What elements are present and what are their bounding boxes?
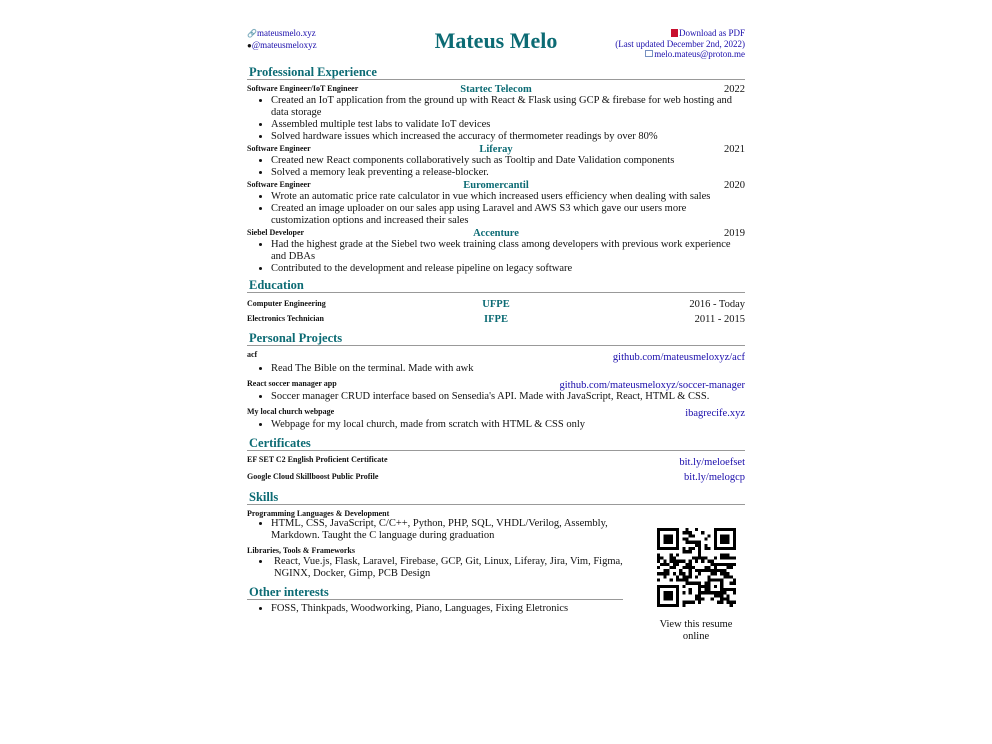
project-desc: • Soccer manager CRUD interface based on Sensedia's API. Made with JavaScript, React, HTML & CSS. [271, 391, 745, 403]
skill-group-name: Programming Languages & Development [247, 509, 390, 518]
job-year: 2022 [724, 84, 745, 95]
skill-group-text: • React, Vue.js, Flask, Laravel, Firebase, GCP, Git, Linux, Liferay, Jira, Vim, Figma, NGINX, Docker, Gimp, PCB Design [271, 556, 623, 580]
website-link[interactable]: mateusmelo.xyz [256, 28, 316, 38]
experience-list [247, 83, 745, 275]
education-heading: Education [247, 279, 745, 293]
github-icon: ● [247, 40, 252, 50]
job-org: Startec Telecom [460, 84, 532, 95]
qr-code-icon[interactable] [657, 528, 736, 607]
job-bullet: • Solved a memory leak preventing a release-blocker. [271, 167, 745, 179]
certificate-entry [247, 454, 745, 469]
projects-list [247, 349, 745, 431]
skills-area [247, 508, 745, 642]
job-role: Software Engineer/IoT Engineer [247, 84, 359, 93]
certificate-link[interactable]: bit.ly/melogcp [684, 472, 745, 483]
job-role: Siebel Developer [247, 228, 305, 237]
interests-heading: Other interests [247, 586, 623, 600]
skill-group-name: Libraries, Tools & Frameworks [247, 546, 355, 555]
job-bullet: • Wrote an automatic price rate calculator in vue which increased users efficiency when dealing with sales [271, 191, 745, 203]
project-name: acf [247, 350, 258, 359]
job-bullet: • Created an image uploader on our sales app using Laravel and AWS S3 which gave our users more customization options and increased their sales [271, 203, 745, 227]
contact-right [615, 28, 745, 60]
education-list [247, 296, 745, 326]
job-bullet: • Created an IoT application from the ground up with React & Flask using GCP & firebase for web hosting and data storage [271, 95, 745, 119]
project-link[interactable]: github.com/mateusmeloxyz/soccer-manager [559, 380, 745, 391]
education-school: UFPE [482, 299, 510, 310]
pdf-icon [671, 29, 678, 37]
qr-block [649, 528, 743, 643]
project-desc: • Webpage for my local church, made from scratch with HTML & CSS only [271, 419, 745, 431]
mail-icon [645, 50, 653, 57]
project-entry [247, 378, 745, 403]
certificate-link[interactable]: bit.ly/meloefset [679, 457, 745, 468]
job-entry [247, 179, 745, 227]
project-link[interactable]: github.com/mateusmeloxyz/acf [612, 352, 745, 363]
job-org: Liferay [479, 144, 513, 155]
last-updated: (Last updated December 2nd, 2022) [615, 38, 745, 49]
job-entry [247, 227, 745, 275]
education-years: 2016 - Today [689, 299, 745, 310]
job-bullet: • Contributed to the development and release pipeline on legacy software [271, 263, 745, 275]
project-link[interactable]: ibagrecife.xyz [685, 408, 745, 419]
page-title: Mateus Melo [434, 28, 558, 53]
projects-heading: Personal Projects [247, 332, 745, 346]
job-role: Software Engineer [247, 144, 311, 153]
certificate-entry [247, 469, 745, 484]
job-entry [247, 143, 745, 179]
certificate-name: Google Cloud Skillboost Public Profile [247, 472, 379, 481]
email-link[interactable]: melo.mateus@proton.me [654, 49, 745, 59]
qr-caption: View this resume online [659, 619, 733, 642]
project-entry [247, 349, 745, 375]
education-degree: Electronics Technician [247, 314, 324, 323]
education-degree: Computer Engineering [247, 299, 326, 308]
link-icon: 🔗 [247, 29, 257, 38]
job-org: Accenture [473, 228, 519, 239]
job-org: Euromercantil [463, 180, 529, 191]
education-entry [247, 311, 745, 326]
education-years: 2011 - 2015 [694, 314, 745, 325]
certificate-name: EF SET C2 English Proficient Certificate [247, 455, 388, 464]
job-bullet: • Assembled multiple test labs to validate IoT devices [271, 119, 745, 131]
job-bullet: • Solved hardware issues which increased the accuracy of thermometer readings by over 80% [271, 131, 745, 143]
project-desc: • Read The Bible on the terminal. Made with awk [271, 363, 745, 375]
certificates-list [247, 454, 745, 484]
experience-heading: Professional Experience [247, 66, 745, 80]
project-name: React soccer manager app [247, 379, 337, 388]
education-entry [247, 296, 745, 311]
project-entry [247, 406, 745, 431]
job-bullet: • Created new React components collaboratively such as Tooltip and Date Validation components [271, 155, 745, 167]
job-role: Software Engineer [247, 180, 311, 189]
skills-heading: Skills [247, 491, 745, 505]
skill-group-text: • HTML, CSS, JavaScript, C/C++, Python, PHP, SQL, VHDL/Verilog, Assembly, Markdown. Taught the C language during graduation [271, 518, 623, 542]
project-name: My local church webpage [247, 407, 335, 416]
certificates-heading: Certificates [247, 437, 745, 451]
job-entry [247, 83, 745, 143]
job-bullet: • Had the highest grade at the Siebel two week training class among developers with previous work experience and DBAs [271, 239, 745, 263]
handle-link[interactable]: @mateusmeloxyz [251, 39, 317, 50]
interests-text: • FOSS, Thinkpads, Woodworking, Piano, Languages, Fixing Eletronics [271, 603, 623, 615]
resume-header [247, 28, 745, 62]
job-year: 2019 [724, 228, 745, 239]
skills-list [247, 508, 623, 615]
job-year: 2020 [724, 180, 745, 191]
education-school: IFPE [484, 314, 508, 325]
resume-page [247, 28, 745, 642]
job-year: 2021 [724, 144, 745, 155]
download-pdf-link[interactable]: Download as PDF [678, 28, 745, 38]
